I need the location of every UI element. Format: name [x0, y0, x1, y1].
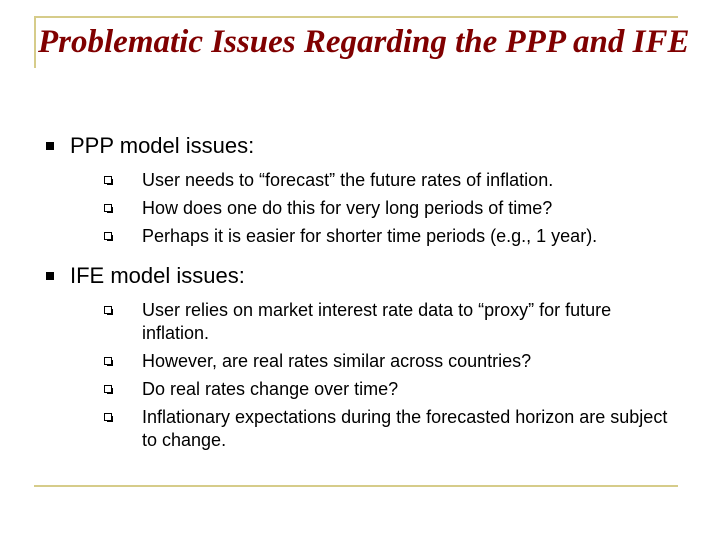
section-heading-label: IFE model issues: [70, 263, 245, 288]
list-item-text: Inflationary expectations during the forecasted horizon are subject to change. [142, 407, 668, 450]
list-item-text: However, are real rates similar across countries? [142, 351, 532, 371]
list-item-text: Do real rates change over time? [142, 379, 399, 399]
list-item-text: Perhaps it is easier for shorter time periods (e.g., 1 year). [142, 226, 598, 246]
list-item-text: User relies on market interest rate data to “proxy” for future inflation. [142, 300, 612, 343]
hollow-square-bullet-icon [104, 357, 112, 365]
filled-square-bullet-icon [46, 142, 54, 150]
frame-bottom-line [34, 485, 678, 487]
slide-body [46, 132, 686, 466]
ppp-issues-list [98, 169, 686, 248]
hollow-square-bullet-icon [104, 232, 112, 240]
section-heading-ife [46, 262, 686, 289]
list-item [98, 406, 682, 452]
section-heading-label: PPP model issues: [70, 133, 255, 158]
section-heading-ppp [46, 132, 686, 159]
hollow-square-bullet-icon [104, 176, 112, 184]
list-item [98, 169, 682, 192]
list-item-text: User needs to “forecast” the future rates of inflation. [142, 170, 554, 190]
list-item [98, 350, 682, 373]
ife-issues-list [98, 299, 686, 452]
slide-title: Problematic Issues Regarding the PPP and IFE [38, 24, 690, 60]
list-item [98, 378, 682, 401]
hollow-square-bullet-icon [104, 204, 112, 212]
filled-square-bullet-icon [46, 272, 54, 280]
hollow-square-bullet-icon [104, 306, 112, 314]
list-item [98, 299, 682, 345]
frame-top-line [34, 16, 678, 18]
hollow-square-bullet-icon [104, 385, 112, 393]
list-item [98, 197, 682, 220]
list-item-text: How does one do this for very long periods of time? [142, 198, 553, 218]
list-item [98, 225, 682, 248]
hollow-square-bullet-icon [104, 413, 112, 421]
frame-left-line [34, 16, 36, 68]
